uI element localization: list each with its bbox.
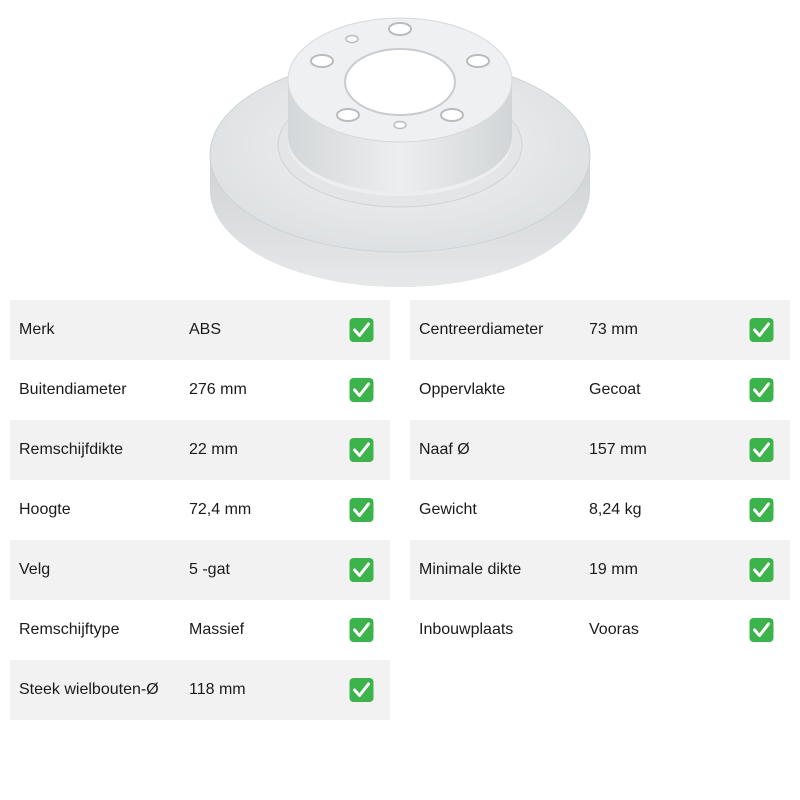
spec-table-left: [10, 300, 390, 720]
check-icon: [749, 618, 774, 643]
spec-value: 157 mm: [589, 441, 647, 458]
spec-value: 118 mm: [189, 681, 246, 698]
check-icon: [749, 498, 774, 523]
spec-row-buitendiameter: [10, 360, 390, 420]
spec-label: Velg: [19, 561, 51, 578]
spec-row-gewicht: [410, 480, 790, 540]
spec-label: Remschijftype: [19, 621, 120, 638]
check-icon: [749, 378, 774, 403]
brake-disc-image: [190, 5, 610, 290]
spec-value: Vooras: [589, 621, 639, 638]
spec-value: Massief: [189, 621, 245, 638]
spec-value: 8,24 kg: [589, 501, 642, 518]
check-icon: [349, 618, 374, 643]
spec-label: Naaf Ø: [419, 441, 470, 458]
spec-row-minimale-dikte: [410, 540, 790, 600]
spec-value: 73 mm: [589, 321, 638, 338]
check-icon: [349, 678, 374, 703]
spec-label: Remschijfdikte: [19, 441, 124, 458]
spec-value: 5 -gat: [189, 561, 230, 578]
spec-row-centreerdiameter: [410, 300, 790, 360]
check-icon: [749, 318, 774, 343]
spec-row-velg: [10, 540, 390, 600]
check-icon: [349, 378, 374, 403]
spec-value: 72,4 mm: [189, 501, 252, 518]
spec-value: 19 mm: [589, 561, 638, 578]
spec-row-merk: [10, 300, 390, 360]
check-icon: [749, 558, 774, 583]
check-icon: [349, 498, 374, 523]
spec-row-steek-wielbouten: [10, 660, 390, 720]
spec-row-remschijfdikte: [10, 420, 390, 480]
spec-label: Inbouwplaats: [419, 621, 514, 638]
spec-label: Gewicht: [419, 501, 477, 518]
spec-value: Gecoat: [589, 381, 641, 398]
spec-row-hoogte: [10, 480, 390, 540]
spec-row-inbouwplaats: [410, 600, 790, 660]
spec-value: 276 mm: [189, 381, 247, 398]
spec-value: 22 mm: [189, 441, 238, 458]
spec-value: ABS: [189, 321, 222, 338]
spec-label: Buitendiameter: [19, 381, 127, 398]
check-icon: [349, 438, 374, 463]
check-icon: [749, 438, 774, 463]
spec-label: Oppervlakte: [419, 381, 506, 398]
spec-label: Merk: [19, 321, 55, 338]
check-icon: [349, 558, 374, 583]
spec-row-naaf: [410, 420, 790, 480]
spec-row-remschijftype: [10, 600, 390, 660]
spec-table-right: [410, 300, 790, 660]
spec-label: Hoogte: [19, 501, 71, 518]
spec-label: Minimale dikte: [419, 561, 522, 578]
check-icon: [349, 318, 374, 343]
spec-label: Steek wielbouten-Ø: [19, 681, 159, 698]
spec-label: Centreerdiameter: [419, 321, 544, 338]
spec-row-oppervlakte: [410, 360, 790, 420]
